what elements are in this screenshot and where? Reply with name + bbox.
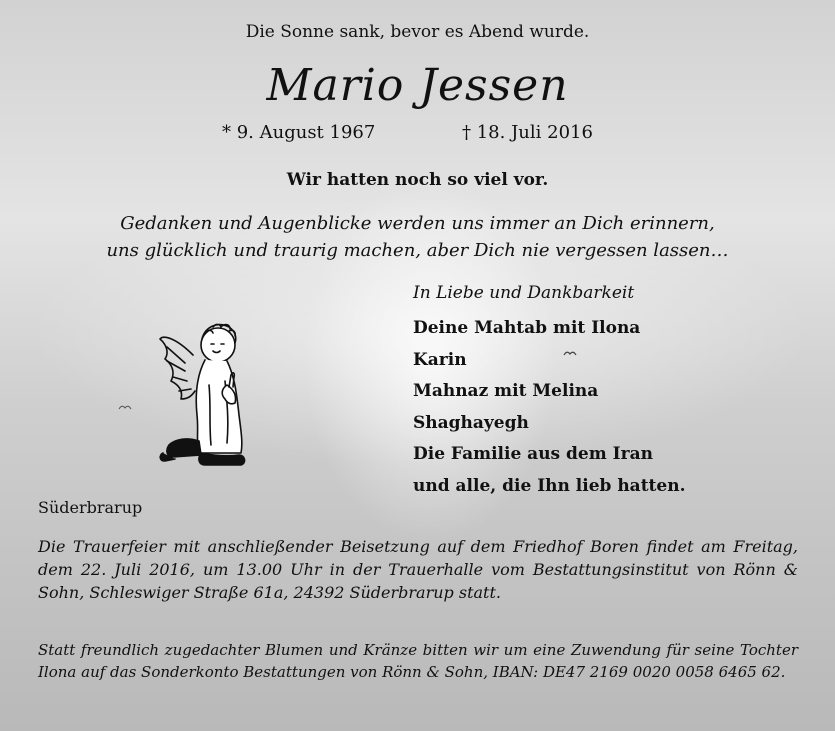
quote-line: Gedanken und Augenblicke werden uns immer an Dich erinnern, bbox=[120, 213, 715, 234]
mourner-item: Mahnaz mit Melina bbox=[413, 381, 599, 401]
mourners-list bbox=[413, 317, 686, 506]
place-name: Süderbrarup bbox=[38, 498, 143, 517]
memorial-quote bbox=[0, 210, 835, 264]
motto-line: Die Sonne sank, bevor es Abend wurde. bbox=[245, 22, 590, 42]
quote-line: uns glücklich und traurig machen, aber Dich nie vergessen lassen… bbox=[106, 240, 729, 261]
mourner-item: Shaghayegh bbox=[413, 412, 529, 433]
mourner-item: Karin bbox=[413, 349, 467, 370]
seagull-icon bbox=[563, 350, 577, 356]
donation-paragraph: Statt freundlich zugedachter Blumen und Kränze bitten wir um eine Zuwendung für seine Tochter Ilona auf das Sonderkonto Bestattungen von Rönn & Sohn, IBAN: DE47 2169 0020 0058 6465 62. bbox=[38, 641, 798, 681]
ceremony-paragraph: Die Trauerfeier mit anschließender Beisetzung auf dem Friedhof Boren findet am Freitag, dem 22. Juli 2016, um 13.00 Uhr in der Trauerhalle vom Bestattungsinstitut von Rönn & Sohn, Schleswiger Straße 61a, 24392 Süderbrarup statt. bbox=[38, 537, 798, 602]
mourner-item: Deine Mahtab mit Ilona bbox=[413, 318, 641, 338]
death-date: † 18. Juli 2016 bbox=[462, 122, 593, 143]
deceased-name: Mario Jessen bbox=[266, 60, 569, 111]
seagull-icon bbox=[118, 404, 132, 410]
love-line: In Liebe und Dankbarkeit bbox=[413, 283, 635, 303]
mourner-item: Die Familie aus dem Iran bbox=[413, 444, 653, 464]
mourner-item: und alle, die Ihn lieb hatten. bbox=[413, 475, 686, 496]
birth-date: * 9. August 1967 bbox=[222, 122, 376, 143]
subline: Wir hatten noch so viel vor. bbox=[286, 170, 549, 190]
praying-angel-icon bbox=[155, 315, 255, 470]
